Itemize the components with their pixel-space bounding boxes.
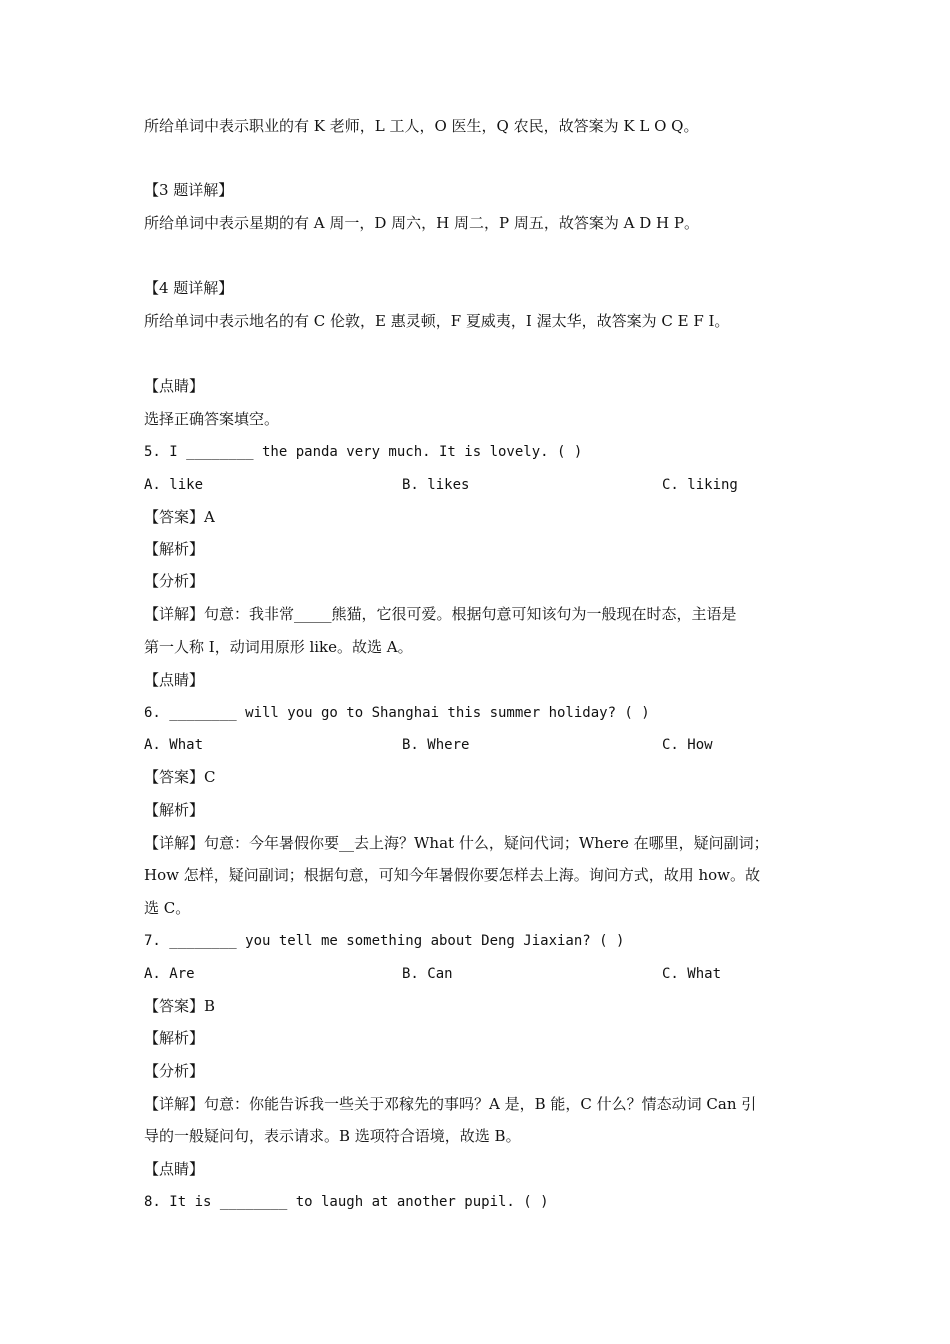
q5-stem: 5. I ________ the panda very much. It is lovely. ( ) xyxy=(144,444,583,460)
q3-detail-heading: 【3 题详解】 xyxy=(144,181,234,199)
q5-option-a: A. like xyxy=(144,477,204,493)
q2-explanation: 所给单词中表示职业的有 K 老师，L 工人，O 医生，Q 农民，故答案为 K L O Q。 xyxy=(144,117,699,135)
q7-comment-heading: 【点睛】 xyxy=(144,1160,205,1178)
q7-option-a: A. Are xyxy=(144,966,195,982)
section-instruction: 选择正确答案填空。 xyxy=(144,410,280,428)
q5-option-b: B. likes xyxy=(402,477,470,493)
q6-stem: 6. ________ will you go to Shanghai this summer holiday? ( ) xyxy=(144,705,650,721)
q3-explanation: 所给单词中表示星期的有 A 周一，D 周六，H 周二，P 周五，故答案为 A D H P。 xyxy=(144,214,699,232)
q5-detail-line-2: 第一人称 I，动词用原形 like。故选 A。 xyxy=(144,638,413,656)
q6-analysis-heading: 【解析】 xyxy=(144,801,205,819)
q6-option-a: A. What xyxy=(144,737,204,753)
q6-answer: 【答案】C xyxy=(144,768,216,786)
q4-detail-heading: 【4 题详解】 xyxy=(144,279,234,297)
q6-detail-line-3: 选 C。 xyxy=(144,899,191,917)
comment-heading: 【点睛】 xyxy=(144,377,205,395)
q7-detail-line-2: 导的一般疑问句，表示请求。B 选项符合语境，故选 B。 xyxy=(144,1127,521,1145)
q5-analysis-heading: 【解析】 xyxy=(144,540,205,558)
q7-detail-line-1: 【详解】句意：你能告诉我一些关于邓稼先的事吗？A 是，B 能，C 什么？情态动词 Can 引 xyxy=(144,1095,757,1113)
q7-option-c: C. What xyxy=(662,966,722,982)
q6-detail-line-1: 【详解】句意：今年暑假你要__去上海？What 什么，疑问代词；Where 在哪里，疑问副词； xyxy=(144,834,769,852)
q4-explanation: 所给单词中表示地名的有 C 伦敦，E 惠灵顿，F 夏威夷，I 渥太华，故答案为 C E F I。 xyxy=(144,312,730,330)
q7-answer: 【答案】B xyxy=(144,997,216,1015)
q5-fenxi-heading: 【分析】 xyxy=(144,572,205,590)
q6-option-b: B. Where xyxy=(402,737,470,753)
q5-detail-line-1: 【详解】句意：我非常_____熊猫，它很可爱。根据句意可知该句为一般现在时态，主语是 xyxy=(144,605,737,623)
q6-option-c: C. How xyxy=(662,737,713,753)
q8-stem: 8. It is ________ to laugh at another pupil. ( ) xyxy=(144,1194,549,1210)
q7-analysis-heading: 【解析】 xyxy=(144,1029,205,1047)
q5-answer: 【答案】A xyxy=(144,508,215,526)
q7-stem: 7. ________ you tell me something about Deng Jiaxian? ( ) xyxy=(144,933,625,949)
q7-fenxi-heading: 【分析】 xyxy=(144,1062,205,1080)
q5-comment-heading: 【点睛】 xyxy=(144,671,205,689)
q7-option-b: B. Can xyxy=(402,966,453,982)
q5-option-c: C. liking xyxy=(662,477,738,493)
q6-detail-line-2: How 怎样，疑问副词；根据句意，可知今年暑假你要怎样去上海。询问方式，故用 how。故 xyxy=(144,866,761,884)
